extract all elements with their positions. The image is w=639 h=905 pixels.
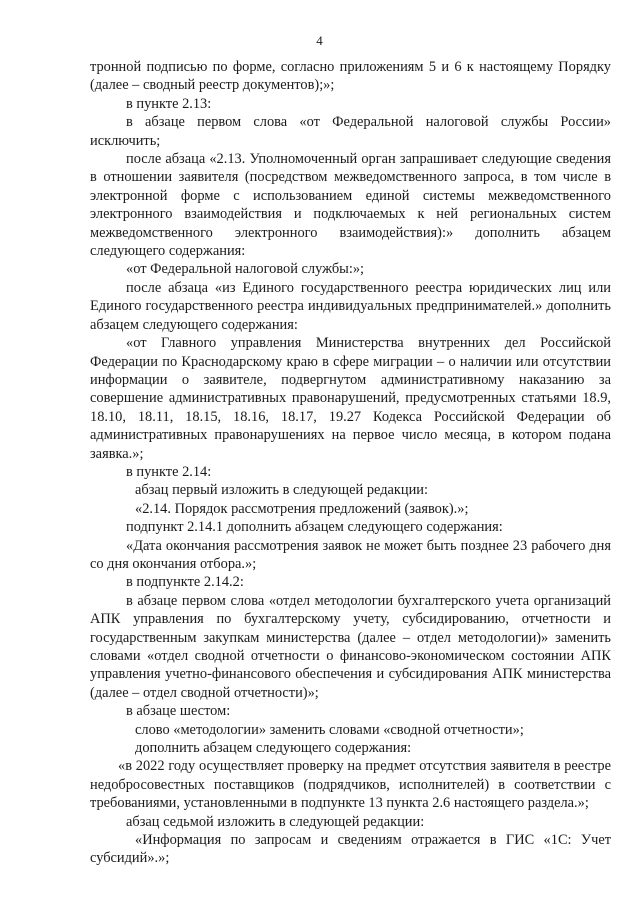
paragraph: после абзаца «из Единого государственного реестра юридических лиц или Единого государственного реестра индивидуальных предпринимателей.» дополнить абзацем следующего содержания: — [90, 279, 611, 333]
paragraph: «2.14. Порядок рассмотрения предложений (заявок).»; — [135, 500, 469, 517]
paragraph: дополнить абзацем следующего содержания: — [135, 740, 412, 757]
page-number: 4 — [316, 33, 323, 48]
paragraph: в пункте 2.13: — [126, 95, 212, 112]
paragraph: слово «методологии» заменить словами «сводной отчетности»; — [135, 721, 524, 738]
paragraph: подпункт 2.14.1 дополнить абзацем следующего содержания: — [126, 519, 503, 536]
paragraph: «в 2022 году осуществляет проверку на предмет отсутствия заявителя в реестре недобросовестных поставщиков (подрядчиков, исполнителей) в соответствии с требованиями, установленными в подпункте 13 пункта 2.6 настоящего раздела.»; — [90, 758, 611, 812]
paragraph: «от Федеральной налоговой службы:»; — [126, 261, 365, 278]
paragraph: в абзаце первом слова «от Федеральной налоговой службы России» исключить; — [90, 114, 611, 149]
paragraph: после абзаца «2.13. Уполномоченный орган запрашивает следующие сведения в отношении заявителя (посредством межведомственного запроса, в том числе в электронной форме с использованием единой системы межведомственного электронного взаимодействия и подключаемых к ней региональных систем межведомственного электронного взаимодействия):» дополнить абзацем следующего содержания: — [90, 151, 611, 260]
paragraph: «Информация по запросам и сведениям отражается в ГИС «1С: Учет субсидий».»; — [90, 832, 611, 867]
paragraph: «от Главного управления Министерства внутренних дел Российской Федерации по Краснодарскому краю в сфере миграции – о наличии или отсутствии информации о заявителе, подвергнутом административному наказанию за совершение административных правонарушений, предусмотренных статьями 18.9, 18.10, 18.11, 18.15, 18.16, 18.17, 19.27 Кодекса Российской Федерации об административных правонарушениях на первое число месяца, в котором подана заявка.»; — [90, 335, 611, 462]
paragraph: абзац седьмой изложить в следующей редакции: — [126, 813, 425, 830]
paragraph: в пункте 2.14: — [126, 463, 212, 480]
paragraph: в абзаце первом слова «отдел методологии бухгалтерского учета организаций АПК управления по бухгалтерскому учету, субсидированию, отчетности и государственным закупкам министерства (далее – отдел методологии)» заменить словами «отдел сводной отчетности о финансово-экономическом состоянии АПК управления учетно-финансового обеспечения и субсидирования АПК министерства (далее – отдел сводной отчетности)»; — [90, 592, 611, 701]
paragraph: абзац первый изложить в следующей редакции: — [135, 482, 429, 499]
paragraph: тронной подписью по форме, согласно приложениям 5 и 6 к настоящему Порядку (далее – сводный реестр документов);»; — [90, 59, 611, 94]
paragraph: в абзаце шестом: — [126, 703, 231, 720]
document-body — [90, 58, 611, 868]
paragraph: «Дата окончания рассмотрения заявок не может быть позднее 23 рабочего дня со дня окончания отбора.»; — [90, 537, 611, 572]
paragraph: в подпункте 2.14.2: — [126, 574, 244, 591]
